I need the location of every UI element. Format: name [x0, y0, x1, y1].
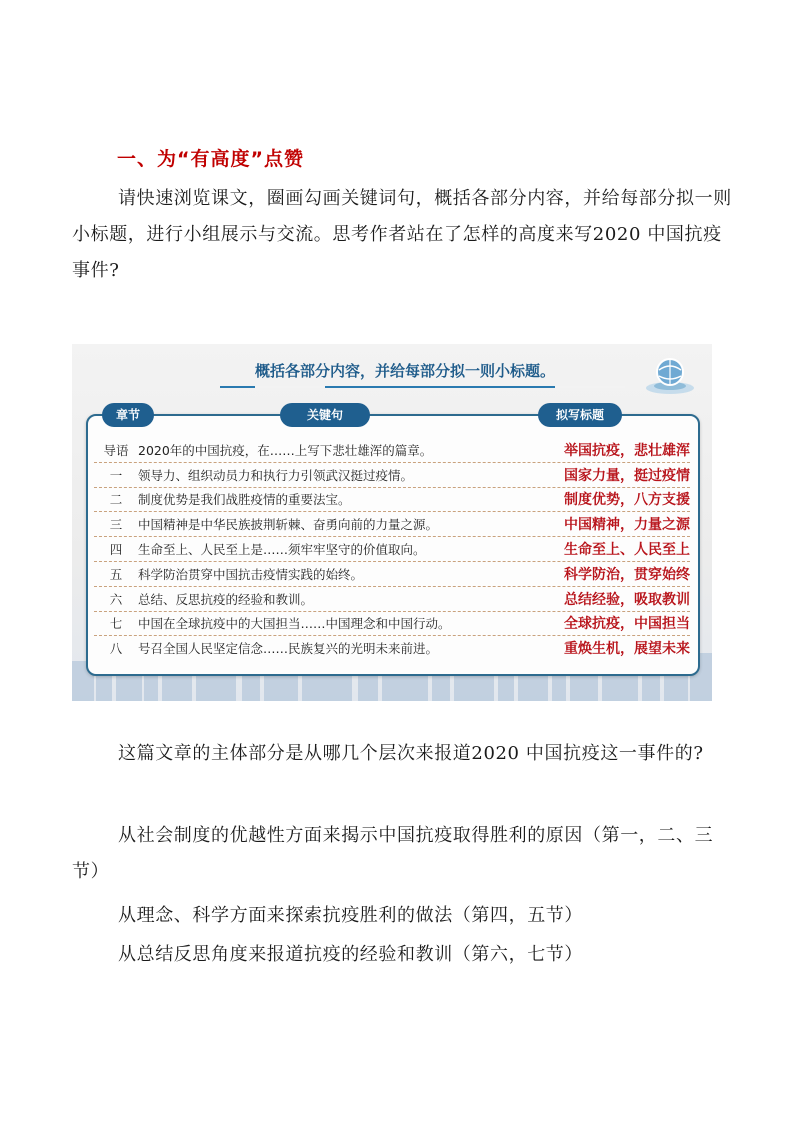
table-row [94, 438, 690, 463]
row-chapter: 六 [109, 591, 123, 607]
row-chapter: 八 [109, 641, 123, 657]
answer-paragraph: 从总结反思角度来报道抗疫的经验和教训（第六，七节） [118, 944, 583, 965]
row-keyword: 2020年的中国抗疫，在……上写下悲壮雄浑的篇章。 [138, 442, 433, 458]
table-row [94, 587, 690, 612]
summary-table-card [86, 408, 700, 676]
row-subtitle: 生命至上、人民至上 [564, 542, 690, 559]
table-row [94, 512, 690, 537]
header-chapter: 章节 [102, 403, 154, 427]
row-subtitle: 举国抗疫，悲壮雄浑 [564, 442, 690, 459]
row-keyword: 号召全国人民坚定信念……民族复兴的光明未来前进。 [138, 641, 439, 657]
row-subtitle: 重焕生机，展望未来 [564, 641, 690, 658]
row-subtitle: 国家力量，挺过疫情 [564, 467, 690, 484]
table-row [94, 463, 690, 488]
row-keyword: 中国精神是中华民族披荆斩棘、奋勇向前的力量之源。 [138, 517, 439, 533]
header-keyword: 关键句 [280, 403, 370, 427]
table-row [94, 488, 690, 513]
question-paragraph: 这篇文章的主体部分是从哪几个层次来报道2020 中国抗疫这一事件的? [118, 743, 704, 764]
row-keyword: 总结、反思抗疫的经验和教训。 [138, 591, 314, 607]
answer-paragraph: 从社会制度的优越性方面来揭示中国抗疫取得胜利的原因（第一，二、三节） [72, 825, 714, 882]
row-subtitle: 科学防治，贯穿始终 [564, 566, 690, 583]
table-row [94, 636, 690, 660]
globe-icon [642, 352, 698, 396]
section-heading: 一、为“有高度”点赞 [117, 148, 304, 170]
row-subtitle: 中国精神，力量之源 [564, 517, 690, 534]
header-subtitle: 拟写标题 [538, 403, 622, 427]
table-row [94, 612, 690, 637]
summary-table [94, 438, 690, 660]
table-row [94, 562, 690, 587]
row-keyword: 领导力、组织动员力和执行力引领武汉挺过疫情。 [138, 467, 414, 483]
row-subtitle: 制度优势，八方支援 [564, 492, 690, 509]
row-chapter: 一 [109, 467, 123, 483]
row-keyword: 生命至上、人民至上是……须牢牢坚守的价值取向。 [138, 542, 426, 558]
row-subtitle: 总结经验，吸取教训 [564, 591, 690, 608]
row-keyword: 科学防治贯穿中国抗击疫情实践的始终。 [138, 566, 364, 582]
summary-slide-image [72, 344, 712, 701]
row-chapter: 二 [109, 492, 123, 508]
row-chapter: 四 [109, 542, 123, 558]
row-keyword: 中国在全球抗疫中的大国担当……中国理念和中国行动。 [138, 616, 451, 632]
row-subtitle: 全球抗疫，中国担当 [564, 616, 690, 633]
row-keyword: 制度优势是我们战胜疫情的重要法宝。 [138, 492, 351, 508]
row-chapter: 三 [109, 517, 123, 533]
answer-paragraph: 从理念、科学方面来探索抗疫胜利的做法（第四，五节） [118, 905, 583, 926]
slide-title: 概括各部分内容，并给每部分拟一则小标题。 [220, 356, 590, 388]
row-chapter: 七 [109, 616, 123, 632]
row-chapter: 导语 [103, 442, 129, 458]
row-chapter: 五 [109, 566, 123, 582]
intro-paragraph: 请快速浏览课文，圈画勾画关键词句，概括各部分内容，并给每部分拟一则小标题，进行小组展示与交流。思考作者站在了怎样的高度来写2020 中国抗疫事件? [72, 188, 732, 281]
table-row [94, 537, 690, 562]
